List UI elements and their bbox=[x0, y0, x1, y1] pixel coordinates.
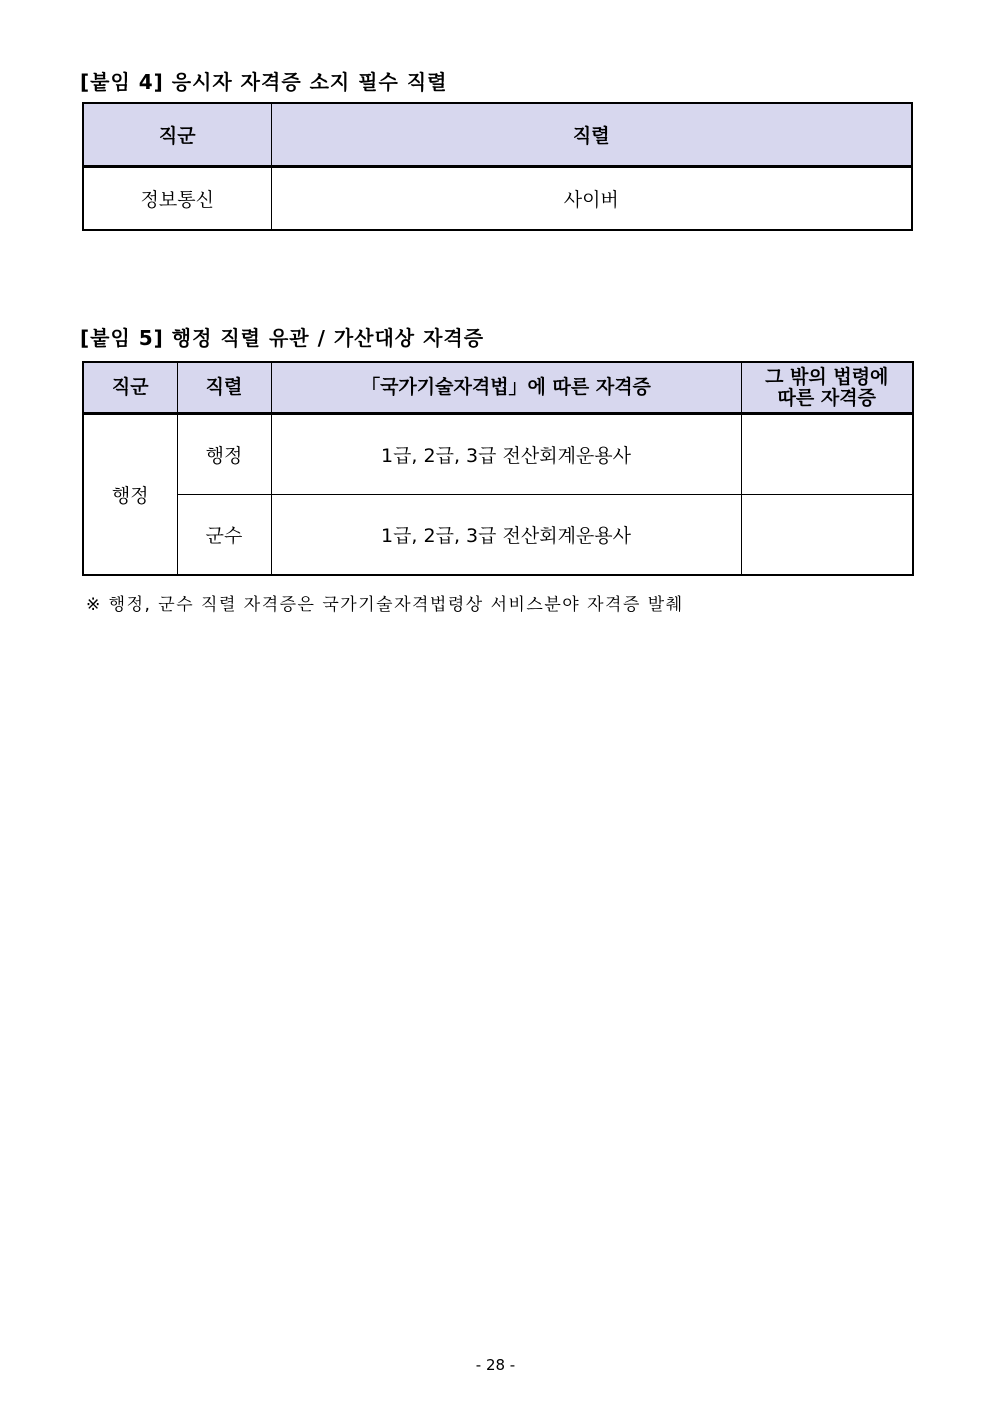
table-header-row bbox=[83, 362, 913, 414]
header-series: 직렬 bbox=[271, 103, 912, 167]
header-national-cert: 「국가기술자격법」에 따른 자격증 bbox=[271, 362, 741, 414]
appendix-4-table bbox=[82, 102, 913, 231]
cell-series: 군수 bbox=[177, 495, 271, 576]
table-note: ※ 행정, 군수 직렬 자격증은 국가기술자격법령상 서비스분야 자격증 발췌 bbox=[86, 595, 684, 615]
header-group: 직군 bbox=[83, 362, 177, 414]
table-header-row bbox=[83, 103, 912, 167]
cell-series: 사이버 bbox=[271, 167, 912, 231]
page-number: - 28 - bbox=[475, 1356, 516, 1374]
header-series: 직렬 bbox=[177, 362, 271, 414]
appendix-4-title: [붙임 4] 응시자 자격증 소지 필수 직렬 bbox=[80, 70, 448, 94]
header-group: 직군 bbox=[83, 103, 271, 167]
cell-other-cert bbox=[741, 495, 913, 576]
header-other-cert-line2: 따른 자격증 bbox=[777, 386, 876, 409]
appendix-5-table bbox=[82, 361, 914, 576]
table-row bbox=[83, 495, 913, 576]
cell-national-cert: 1급, 2급, 3급 전산회계운용사 bbox=[271, 414, 741, 495]
cell-series: 행정 bbox=[177, 414, 271, 495]
cell-national-cert: 1급, 2급, 3급 전산회계운용사 bbox=[271, 495, 741, 576]
cell-group: 행정 bbox=[83, 414, 177, 576]
header-other-cert bbox=[741, 362, 913, 414]
table-row bbox=[83, 414, 913, 495]
cell-other-cert bbox=[741, 414, 913, 495]
table-row bbox=[83, 167, 912, 231]
cell-group: 정보통신 bbox=[83, 167, 271, 231]
appendix-5-title: [붙임 5] 행정 직렬 유관 / 가산대상 자격증 bbox=[80, 326, 485, 350]
header-other-cert-line1: 그 밖의 법령에 bbox=[765, 365, 889, 388]
